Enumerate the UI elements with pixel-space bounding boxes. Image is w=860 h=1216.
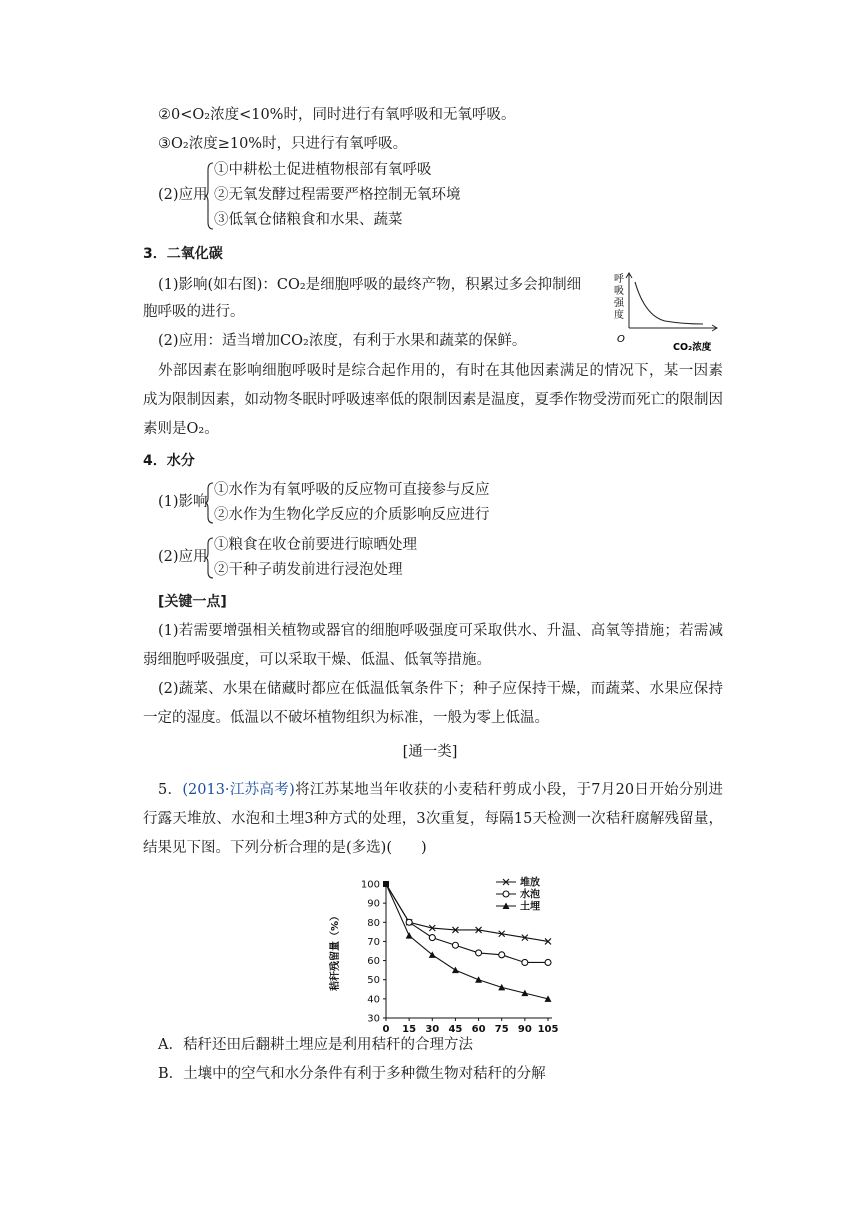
- x-tick-label: 45: [448, 1024, 463, 1034]
- option-a: A．秸秆还田后翻耕土埋应是利用秸秆的合理方法: [158, 1037, 473, 1053]
- co2-xlabel: CO₂浓度: [673, 342, 712, 353]
- x-tick-label: 60: [471, 1024, 486, 1034]
- data-point-circle: [406, 919, 412, 925]
- data-point-circle: [452, 942, 458, 948]
- o2-application-item: ②无氧发酵过程需要严格控制无氧环境: [214, 187, 461, 203]
- legend-label: 堆放: [520, 877, 540, 889]
- y-axis-label: 秸秆残留量（%）: [330, 910, 341, 992]
- y-tick-label: 50: [367, 975, 380, 987]
- section-title-tongyilei: [通一类]: [402, 744, 458, 760]
- key-point-paragraph: (2)蔬菜、水果在储藏时都应在低温低氧条件下；种子应保持干燥，而蔬菜、水果应保持一定的湿度。低温以不破坏植物组织为标准，一般为零上低温。: [143, 681, 723, 726]
- x-tick-label: 75: [494, 1024, 509, 1034]
- o2-application-item: ①中耕松土促进植物根部有氧呼吸: [214, 162, 432, 178]
- y-tick-label: 60: [367, 956, 380, 968]
- co2-origin: O: [617, 334, 625, 345]
- water-effect-label: (1)影响: [158, 494, 208, 510]
- o2-range-line-a: ②0<O₂浓度<10%时，同时进行有氧呼吸和无氧呼吸。: [158, 107, 516, 123]
- co2-curve: [635, 282, 703, 324]
- data-point-circle: [499, 952, 505, 958]
- question-text: 将江苏某地当年收获的小麦秸秆剪成小段，于7月20日开始分别进行露天堆放、水泡和土埋3种方式的处理，3次重复，每隔15天检测一次秸秆腐解残留量，结果见下图。下列分析合理的是(多选)( ): [143, 782, 723, 856]
- data-point-circle: [503, 891, 509, 897]
- x-tick-label: 105: [537, 1024, 559, 1034]
- water-effect-item: ①水作为有氧呼吸的反应物可直接参与反应: [214, 482, 490, 498]
- data-point-circle: [476, 950, 482, 956]
- o2-application-label: (2)应用: [158, 187, 208, 203]
- water-application-label: (2)应用: [158, 549, 208, 565]
- co2-heading: 3．二氧化碳: [143, 246, 223, 262]
- x-tick-label: 15: [402, 1024, 417, 1034]
- straw-residue-chart: [318, 872, 570, 1034]
- option-b: B．土壤中的空气和水分条件有利于多种微生物对秸秆的分解: [158, 1066, 546, 1082]
- co2-ylabel-char: 强: [614, 298, 624, 309]
- brace-icon: [204, 537, 214, 579]
- o2-application-item: ③低氧仓储粮食和水果、蔬菜: [214, 212, 403, 228]
- brace-icon: [204, 482, 214, 524]
- co2-ylabel-char: 呼: [614, 274, 624, 285]
- brace-icon: [204, 162, 214, 230]
- external-factors-note: 外部因素在影响细胞呼吸时是综合起作用的，有时在其他因素满足的情况下，某一因素成为限制因素，如动物冬眠时呼吸速率低的限制因素是温度，夏季作物受涝而死亡的限制因素则是O₂。: [143, 363, 723, 437]
- x-tick-label: 90: [517, 1024, 532, 1034]
- y-tick-label: 90: [367, 898, 380, 910]
- water-application-item: ②干种子萌发前进行浸泡处理: [214, 562, 403, 578]
- question-5: [143, 776, 723, 863]
- y-tick-label: 100: [360, 879, 380, 891]
- data-point-circle: [429, 935, 435, 941]
- co2-ylabel-char: 度: [614, 310, 624, 321]
- water-application-item: ①粮食在收仓前要进行晾晒处理: [214, 537, 417, 553]
- data-point-triangle: [452, 967, 459, 974]
- co2-effect-line: 胞呼吸的进行。: [143, 304, 245, 320]
- water-effect-item: ②水作为生物化学反应的介质影响反应进行: [214, 507, 490, 523]
- question-source: (2013·江苏高考): [182, 782, 295, 798]
- x-tick-label: 0: [382, 1024, 390, 1034]
- y-tick-label: 70: [367, 936, 380, 948]
- co2-respiration-figure: [605, 270, 723, 354]
- data-point-start: [383, 881, 389, 887]
- y-tick-label: 30: [367, 1013, 380, 1025]
- o2-range-line-b: ③O₂浓度≥10%时，只进行有氧呼吸。: [158, 136, 408, 152]
- y-tick-label: 40: [367, 994, 380, 1006]
- legend-label: 土埋: [520, 901, 540, 913]
- key-point-paragraph: (1)若需要增强相关植物或器官的细胞呼吸强度可采取供水、升温、高氧等措施；若需减弱细胞呼吸强度，可以采取干燥、低温、低氧等措施。: [143, 623, 723, 668]
- co2-effect-line: (1)影响(如右图)：CO₂是细胞呼吸的最终产物，积累过多会抑制细: [158, 277, 582, 293]
- legend-label: 水泡: [520, 889, 540, 901]
- y-tick-label: 80: [367, 917, 380, 929]
- water-heading: 4．水分: [143, 453, 195, 469]
- co2-application: (2)应用：适当增加CO₂浓度，有利于水果和蔬菜的保鲜。: [158, 333, 527, 349]
- co2-ylabel-char: 吸: [614, 286, 624, 297]
- key-point-heading: [关键一点]: [158, 594, 227, 610]
- data-point-triangle: [475, 976, 482, 983]
- question-number: 5．: [158, 782, 183, 798]
- x-tick-label: 30: [425, 1024, 440, 1034]
- data-point-circle: [545, 959, 551, 965]
- data-point-circle: [522, 959, 528, 965]
- data-point-triangle: [406, 932, 413, 939]
